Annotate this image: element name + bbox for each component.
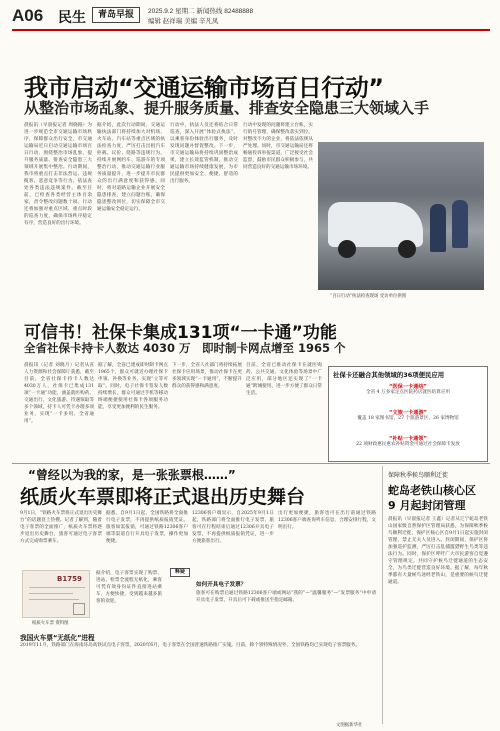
history-box-text: 2019年11月，铁路部门在海南环岛高铁试点电子客票。2020年6月，电子客票在全国普速铁路推广实施。目前，除个别特殊情况外，全国铁路均已实现电子客票服务。 (20, 643, 360, 648)
header-date: 2025.9.2 星期二 新闻热线 82488888 (148, 8, 254, 15)
article3-column-4: 出行更加便捷，旅客也可在出行前通过铁路12306客户端查询列车信息，合理安排行程，文明出行。 (278, 511, 376, 530)
article1-column-2: 据介绍，此次行动期间，交通运输执法部门将持续加大对机场、火车站、汽车站等重点区域的执法检查力度，严厉打击出租汽车拒载、议价、绕路等违规行为，持续开展网约车、巡游车的专项整治行动，推动交通运输行业服务质量提升，进一步提升市民群众的出行满意度和获得感。同时，将对道路运输企业开展安全隐患排查，建立问题台账，确保隐患整改到位，切实保障全市交通运输安全稳定运行。 (97, 123, 165, 212)
explainer-question: 如何开具电子发票？ (196, 582, 247, 588)
social-security-infobox (328, 366, 488, 462)
infobox-text: 覆盖 18 家图书馆、27 个旅游景区、26 家博物馆 (357, 416, 459, 421)
header-editors: 编辑 赵祥瑞 美编 辛凡凤 (148, 18, 219, 25)
newspaper-logo: 青岛早报 (92, 7, 140, 23)
right-kicker: 保障秋季候鸟顺利迁徙 (388, 472, 449, 479)
article1-column-4: 行动中发现的问题将建立台账，实行销号管理，确保整改落实到位。对整改不力的企业，将依法依规从严处理。同时，市交通运输局还将畅通投诉举报渠道，广泛接受社会监督，鼓励市民群众积极参与，共同营造良好的交通运输市场环境。 (243, 123, 313, 170)
article2-subheadline: 全省社保卡持卡人数达 4030 万 即时制卡网点增至 1965 个 (24, 341, 346, 355)
explainer-text: 旅客可在购票后通过铁路12306客户端或网站“我的”—“温馨服务”—“发票服务”中申请开具电子发票，开具后可下载或推送至指定邮箱。 (196, 591, 376, 603)
article1-column-1: 晨报讯（早晨报记者 周晓路）为进一步规范全市交通运输市场秩序，保障群众出行安全，市交通运输局近日启动交通运输市场百日行动，围绕整治市场乱象、提升服务质量、排查安全隐患三大领域开展集中整治。行动期间，我市将重点打击非法营运、违规揽客、恶意竞争等行为，依法查处各类违法违规案件。截至目前，已检查各类经营主体百余家，责令整改问题数十项。行动还将加强对重点区域、重点时段的巡查力度，确保市场秩序稳定有序，营造良好的出行环境。 (24, 123, 92, 226)
article3-source: 文图据新华社 (336, 723, 363, 728)
car-wheel (398, 240, 416, 258)
explainer-tag: 释疑 (170, 568, 190, 577)
ticket-line (29, 587, 85, 588)
ticket-number: B1759 (57, 575, 82, 583)
infobox-heading: “补贴一卡通领” (389, 436, 427, 442)
page-header (0, 0, 500, 38)
section-divider (12, 463, 490, 464)
article3-column-1: 9月1日，“铁路火车票将正式退出历史舞台”的话题登上热搜。记者了解到，随着电子客票的全面推广，纸质火车票将逐步退出历史舞台，旅客可通过电子客票方式完成购票乘车。 (20, 511, 102, 544)
article1-column-3: 行动中，执法人员还将结合日常巡查，深入开展“体验式执法”，以乘客身份体验出行服务，及时发现问题并督促整改。下一步，市交通运输局将持续巩固整治成果，建立长效监管机制，推动交通运输市场持续健康发展，为市民提供更加安全、便捷、舒适的出行服务。 (170, 123, 238, 184)
header-rule (12, 29, 490, 31)
infobox-group (329, 409, 487, 422)
article3-headline: 纸质火车票即将正式退出历史舞台 (20, 486, 306, 508)
ticket-caption: 纸质火车票 资料图 (32, 621, 69, 626)
page-number: A06 (12, 6, 44, 25)
news-photo (318, 142, 484, 290)
article3-column-3: 12306客户端显示，自2025年9月1日起，铁路部门将全面推行电子发票，旅客可在行程结束后通过12306开具电子发票，不再提供纸质报销凭证，进一步方便旅客出行。 (192, 511, 274, 544)
car-wheel (338, 240, 356, 258)
ticket-line (29, 599, 79, 600)
officer-figure (452, 200, 468, 248)
article1-subheadline: 从整治市场乱象、提升服务质量、排查安全隐患三大领域入手 (24, 99, 430, 117)
infobox-title: 社保卡还融合其他领域的36项便民应用 (333, 371, 445, 379)
right-article-text: 晨报讯（早晨报记者 王鑫）记者从辽宁蛇岛老铁山国家级自然保护区管理局获悉，为保障秋季候鸟顺利迁徙，保护区核心区自9月1日起实施封闭管理，禁止无关人员进入。封闭期间，保护区将加强巡护监测，严厉打击乱捕滥猎野生鸟类等违法行为。同时，保护区呼吁广大市民游客自觉遵守管理规定，共同守护候鸟迁徙通道的生态安全，为鸟类迁徙营造良好环境。据了解，每年秋季都有大量候鸟途经老铁山，是重要的候鸟迁徙通道。 (388, 517, 488, 585)
article2-column-4: 目前，全省已推动社保卡在就医购药、公共交通、文化体验等场景中广泛应用，部分地区还实现了“一卡通”跨城使用，进一步方便了群众日常生活。 (246, 363, 322, 396)
history-box-title: 我国火车票“无纸化”进程 (20, 634, 95, 642)
right-headline-line-2: 9 月起封闭管理 (388, 499, 466, 512)
article1-headline: 我市启动“交通运输市场百日行动” (24, 74, 384, 102)
officer-figure (430, 204, 446, 252)
infobox-heading: “医保一卡通结” (389, 384, 427, 390)
article3-quote: “曾经以为我的家，是一张张票根……” (28, 468, 236, 482)
infobox-group (329, 383, 487, 396)
right-headline-line-1: 蛇岛老铁山核心区 (388, 484, 476, 497)
article2-headline: 可信书！社保卡集成131项“一卡通”功能 (24, 323, 337, 343)
ticket-line (29, 593, 73, 594)
infobox-text: 全省 4 万多家定点医院药店就医结算应用 (366, 390, 450, 395)
qr-code-icon (73, 603, 85, 615)
photo-caption: “百日行动”执法检查现场 受访单位供图 (330, 294, 407, 299)
infobox-text: 22 项财政惠民惠农补贴资金可通过社会保障卡发放 (356, 442, 460, 447)
article3-column-2: 据悉，自9月1日起，全国铁路将全面推行电子发票，不再提供纸质报销凭证。旅客如需报销，可通过铁路12306客户端等渠道自行开具电子发票，操作更加便捷。 (106, 511, 188, 544)
article2-column-1: 晨报讯（记者 刘晓月）记者从省人力资源和社会保障厅获悉，截至目前，全省社保卡持卡人数达4030万人，社保卡已集成131项“一卡通”功能，涵盖就医购药、交通出行、文化旅游、待遇领取等多个领域，持卡人可凭卡办理多项业务，实现“一卡多用、全省通用”。 (24, 363, 94, 424)
article3-inner-left: 据介绍，电子客票实现了购票、进站、检票全流程无纸化，乘客可凭有效身份证件直接进站乘车，方便快捷，受到越来越多旅客的欢迎。 (96, 571, 162, 604)
infobox-heading: “文旅一卡通游” (389, 410, 427, 416)
section-name: 民生 (58, 10, 86, 26)
article2-column-3: 下一步，全省人社部门将持续拓展社保卡应用场景，推动社保卡在更多领域实现“一卡通用”，不断提升群众的获得感和满意度。 (172, 363, 242, 389)
train-ticket-image (22, 570, 90, 618)
infobox-group (329, 435, 487, 448)
column-rule (382, 466, 383, 724)
article2-column-2: 据了解，全省已建成即时制卡网点1965个，群众可就近办理社保卡申领、补换等业务，实现“立等可取”。同时，电子社保卡签发人数持续增长，群众可通过手机等移动终端便捷使用社保卡各项服务功能，享受更加便利的民生服务。 (98, 363, 168, 410)
